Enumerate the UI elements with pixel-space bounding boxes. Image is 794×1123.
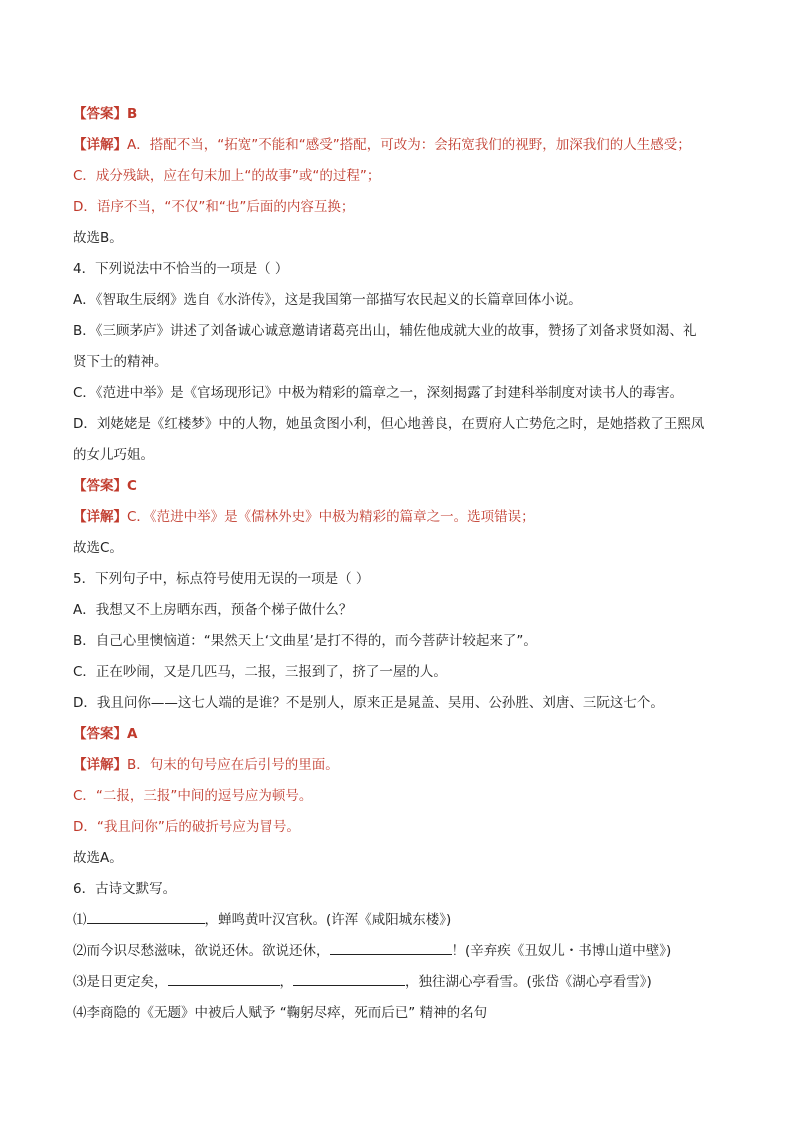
q5-option-c: C．正在吵闹，又是几匹马，二报，三报到了，挤了一屋的人。 [73, 664, 447, 680]
q5-option-b: B．自己心里懊恼道：“果然天上‘文曲星’是打不得的，而今菩萨计较起来了”。 [73, 633, 537, 649]
q6-item-1 [73, 905, 734, 936]
fill-blank[interactable] [168, 971, 280, 986]
item-text: ，独往湖心亭看雪。(张岱《湖心亭看雪》) [405, 974, 652, 990]
q6-stem: 6．古诗文默写。 [73, 881, 177, 897]
q4-stem: 4．下列说法中不恰当的一项是（ ） [73, 261, 289, 277]
answer-value: A [127, 726, 138, 742]
q5-option-a: A．我想又不上房晒东西，预备个梯子做什么？ [73, 602, 353, 618]
detail-tag: 【详解】 [73, 137, 127, 153]
q5-conclusion: 故选A。 [73, 850, 123, 866]
answer-value: B [127, 106, 138, 122]
q4-option-b-line2: 贤下士的精神。 [73, 354, 168, 370]
item-text: ， [279, 974, 293, 990]
q4-conclusion: 故选C。 [73, 540, 123, 556]
detail-text: C．《范进中举》是《儒林外史》中极为精彩的篇章之一。选项错误； [127, 509, 535, 525]
item-text: ，蝉鸣黄叶汉宫秋。(许浑《咸阳城东楼》) [204, 912, 452, 928]
q5-option-d: D．我且问你——这七人端的是谁？不是别人，原来正是晁盖、吴用、公孙胜、刘唐、三阮这七个。 [73, 695, 664, 711]
fill-blank[interactable] [87, 909, 205, 924]
q3-answer [73, 99, 734, 130]
q4-detail [73, 502, 734, 533]
answer-tag: 【答案】 [73, 106, 127, 122]
q3-detail-d: D．语序不当，“不仅”和“也”后面的内容互换； [73, 199, 355, 215]
fill-blank[interactable] [330, 940, 452, 955]
q4-option-a: A．《智取生辰纲》选自《水浒传》，这是我国第一部描写农民起义的长篇章回体小说。 [73, 292, 582, 308]
q4-option-d-line1: D．刘姥姥是《红楼梦》中的人物，她虽贪图小利，但心地善良，在贾府人亡势危之时，是她搭救了王熙凤 [73, 416, 705, 432]
q5-detail-b [73, 750, 734, 781]
q3-conclusion: 故选B。 [73, 230, 123, 246]
q4-option-c: C．《范进中举》是《官场现形记》中极为精彩的篇章之一，深刻揭露了封建科举制度对读书人的毒害。 [73, 385, 684, 401]
item-text: ！(辛弃疾《丑奴儿・书博山道中壁》) [451, 943, 672, 959]
q6-item-4: ⑷李商隐的《无题》中被后人赋予 “鞠躬尽瘁，死而后已” 精神的名句 [73, 1005, 488, 1021]
q3-detail-c: C．成分残缺，应在句末加上“的故事”或“的过程”； [73, 168, 381, 184]
item-text: ⑶是日更定矣， [73, 974, 168, 990]
q5-detail-d: D．“我且问你”后的破折号应为冒号。 [73, 819, 300, 835]
answer-tag: 【答案】 [73, 478, 127, 494]
q6-item-2 [73, 936, 734, 967]
q5-stem: 5．下列句子中，标点符号使用无误的一项是（ ） [73, 571, 370, 587]
answer-value: C [127, 478, 137, 494]
q3-detail-a [73, 130, 734, 161]
detail-tag: 【详解】 [73, 757, 127, 773]
detail-text: A．搭配不当，“拓宽”不能和“感受”搭配，可改为：会拓宽我们的视野，加深我们的人生感受； [127, 137, 691, 153]
q4-answer [73, 471, 734, 502]
q5-answer [73, 719, 734, 750]
item-number: ⑴ [73, 912, 87, 928]
answer-tag: 【答案】 [73, 726, 127, 742]
detail-text: B．句末的句号应在后引号的里面。 [127, 757, 339, 773]
q4-option-b-line1: B．《三顾茅庐》讲述了刘备诚心诚意邀请诸葛亮出山，辅佐他成就大业的故事，赞扬了刘备求贤如渴、礼 [73, 323, 697, 339]
item-text: ⑵而今识尽愁滋味，欲说还休。欲说还休， [73, 943, 330, 959]
fill-blank[interactable] [293, 971, 405, 986]
q6-item-3 [73, 967, 734, 998]
q4-option-d-line2: 的女儿巧姐。 [73, 447, 154, 463]
detail-tag: 【详解】 [73, 509, 127, 525]
q5-detail-c: C．“二报，三报”中间的逗号应为顿号。 [73, 788, 313, 804]
